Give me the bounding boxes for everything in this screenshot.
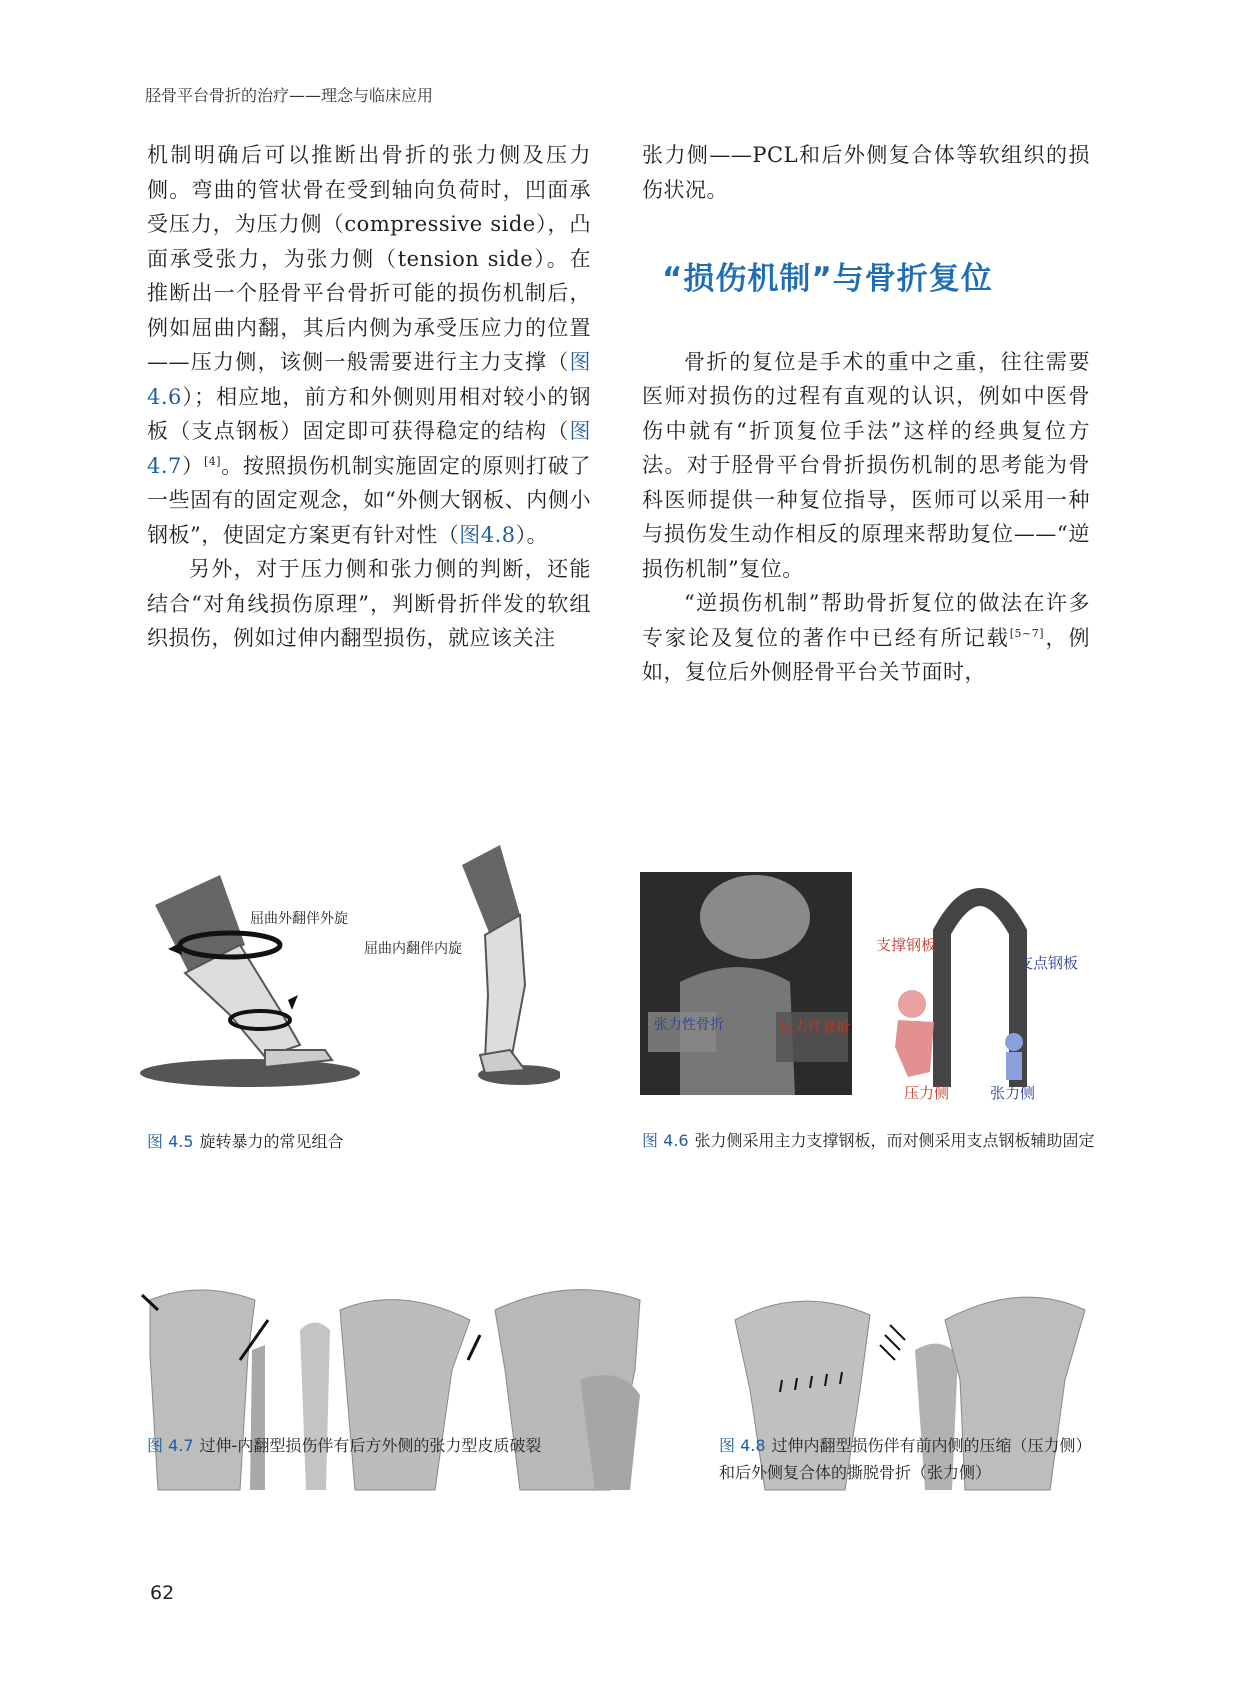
ct-label-tension: 张力性骨折 xyxy=(654,1017,724,1033)
left-column xyxy=(147,138,591,656)
tibia-anterior xyxy=(150,1290,255,1490)
section-title: “损伤机制”与骨折复位 xyxy=(662,261,993,297)
tibia-lateral xyxy=(340,1300,470,1490)
label-flexion-internal: 屈曲内翻伴内旋 xyxy=(364,941,462,957)
label-buttress-plate: 支撑钢板 xyxy=(876,936,937,954)
figure-ref[interactable]: 图4.6 xyxy=(147,350,591,409)
figure-4-5-illustration xyxy=(140,845,560,1095)
page-number: 62 xyxy=(150,1582,175,1604)
paragraph-1: 骨折的复位是手术的重中之重，往往需要医师对损伤的过程有直观的认识，例如中医骨伤中就有“折顶复位手法”这样的经典复位方法。对于胫骨平台骨折损伤机制的思考能为骨科医师提供一种复位指导，医师可以采用一种与损伤发生动作相反的原理来帮助复位——“逆损伤机制”复位。 xyxy=(642,349,1090,581)
running-title: 胫骨平台骨折的治疗——理念与临床应用 xyxy=(145,86,434,105)
figure-4-6-caption: 图 4.6 张力侧采用主力支撑钢板，而对侧采用支点钢板辅助固定 xyxy=(642,1131,1095,1150)
label-compression-side: 压力侧 xyxy=(904,1084,950,1100)
figure-4-6-illustration xyxy=(640,872,1090,1100)
femoral-condyle xyxy=(700,875,810,959)
figure-4-8-caption: 图 4.8 过伸内翻型损伤伴有前内侧的压缩（压力侧）和后外侧复合体的撕脱骨折（张力侧） xyxy=(719,1436,1092,1482)
fibula xyxy=(250,1345,265,1490)
paragraph-2: 另外，对于压力侧和张力侧的判断，还能结合“对角线损伤原理”，判断骨折伴发的软组织损伤，例如过伸内翻型损伤，就应该关注 xyxy=(147,557,591,650)
fibula-lateral xyxy=(300,1323,330,1491)
label-fulcrum-plate: 支点钢板 xyxy=(1018,954,1079,972)
avulsion-arrows xyxy=(880,1325,905,1360)
figure-ref[interactable]: 图4.8 xyxy=(459,522,516,547)
figure-red-body xyxy=(895,1020,934,1077)
paragraph-2: “逆损伤机制”帮助骨折复位的做法在许多专家论及复位的著作中已经有所记载[5~7]，例如，复位后外侧胫骨平台关节面时， xyxy=(642,591,1091,684)
paragraph-0: 张力侧——PCL和后外侧复合体等软组织的损伤状况。 xyxy=(642,143,1090,202)
leg-right xyxy=(485,915,525,1060)
paragraph-1: 机制明确后可以推断出骨折的张力侧及压力侧。弯曲的管状骨在受到轴向负荷时，凹面承受压力，为压力侧（compressive side），凸面承受张力，为张力侧（tension side）。在推断出一个胫骨平台骨折可能的损伤机制后，例如屈曲内翻，其后内侧为承受压应力的位置——压力侧，该侧一般需要进行主力支撑（图4.6）；相应地，前方和外侧则用相对较小的钢板（支点钢板）固定即可获得稳定的结构（图4.7）[4]。按照损伤机制实施固定的原则打破了一些固有的固定观念，如“外侧大钢板、内侧小钢板”，使固定方案更有针对性（图4.8）。 xyxy=(147,143,592,547)
figure-blue-body xyxy=(1006,1052,1022,1080)
arrow-head xyxy=(288,995,298,1010)
figure-blue-head xyxy=(1005,1033,1023,1051)
right-column xyxy=(642,138,1090,690)
label-flexion-external: 屈曲外翻伴外旋 xyxy=(250,911,348,927)
citation: [5~7] xyxy=(1009,626,1045,640)
ct-label-compression: 压力性骨折 xyxy=(780,1020,850,1036)
figure-4-5-caption: 图 4.5 旋转暴力的常见组合 xyxy=(147,1132,344,1151)
figure-4-7-caption: 图 4.7 过伸-内翻型损伤伴有后方外侧的张力型皮质破裂 xyxy=(147,1436,542,1455)
figure-red-head xyxy=(898,990,926,1018)
floor-shadow xyxy=(140,1059,360,1087)
figure-4-7-illustration xyxy=(140,1280,685,1495)
label-tension-side: 张力侧 xyxy=(990,1084,1036,1100)
foot-right xyxy=(480,1050,525,1073)
figure-ref[interactable]: 图4.7 xyxy=(147,419,591,478)
citation: [4] xyxy=(203,454,222,468)
arrow xyxy=(468,1335,480,1360)
